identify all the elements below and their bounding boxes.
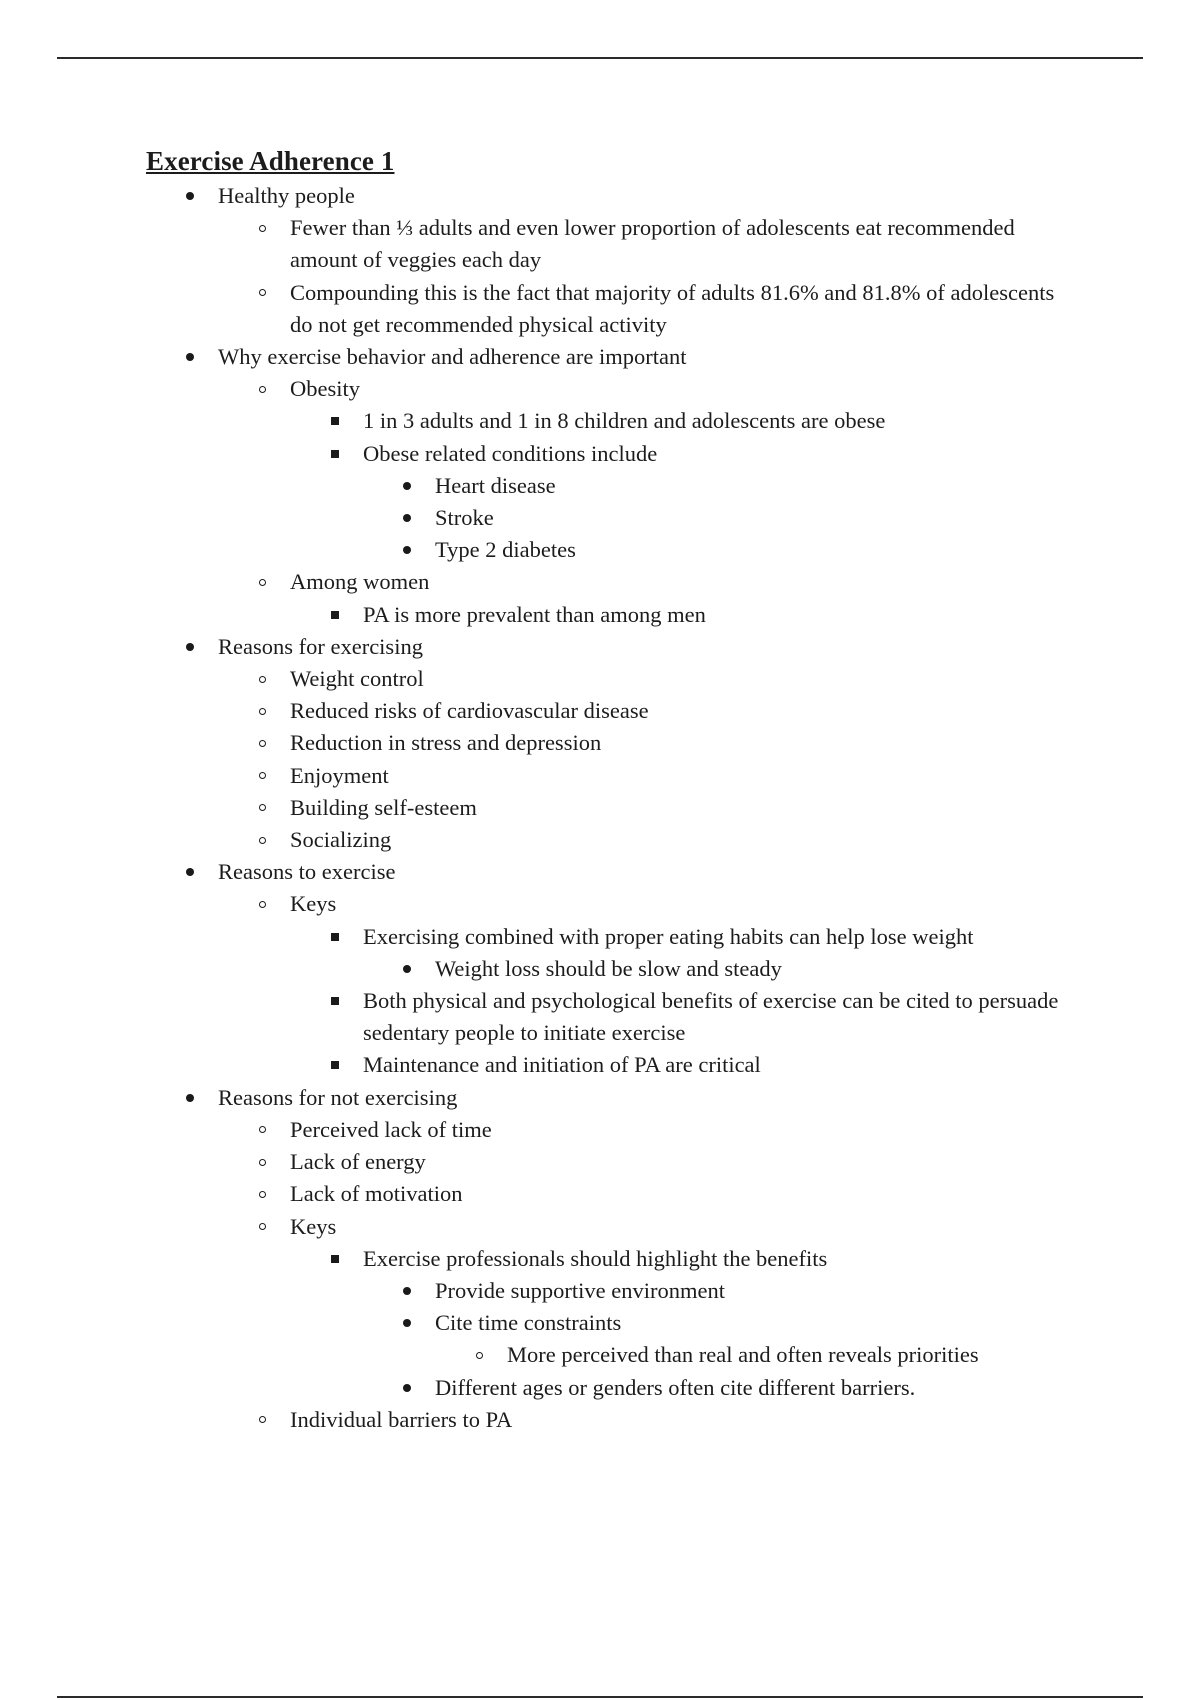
outline-item-text: Enjoyment [290, 762, 389, 788]
filled-circle-bullet-icon [180, 856, 200, 888]
outline-item [0, 438, 1200, 470]
outline-item [0, 373, 1200, 405]
top-rule [57, 57, 1143, 59]
hollow-circle-bullet-icon [252, 373, 272, 405]
filled-circle-bullet-icon [397, 953, 417, 985]
hollow-circle-bullet-icon [252, 824, 272, 856]
hollow-circle-bullet-icon [252, 1404, 272, 1436]
outline-item-text: Reduction in stress and depression [290, 730, 602, 756]
outline-item [0, 1178, 1200, 1210]
outline-item-text: Reasons for exercising [218, 633, 423, 659]
outline-item-text: Type 2 diabetes [435, 537, 576, 563]
outline-item-text: Different ages or genders often cite different barriers. [435, 1374, 916, 1400]
hollow-circle-bullet-icon [252, 760, 272, 792]
outline-item-text: Provide supportive environment [435, 1277, 725, 1303]
outline-item-text: Among women [290, 569, 430, 595]
outline-item [0, 534, 1200, 566]
filled-circle-bullet-icon [397, 470, 417, 502]
outline-item [0, 1275, 1200, 1307]
outline-item-text: Fewer than ⅓ adults and even lower proportion of adolescents eat recommended amount of veggies each day [290, 215, 1015, 273]
outline-item-text: Perceived lack of time [290, 1116, 492, 1142]
document-title: Exercise Adherence 1 [146, 146, 395, 176]
filled-circle-bullet-icon [397, 534, 417, 566]
outline-item [0, 1404, 1200, 1436]
hollow-circle-bullet-icon [252, 212, 272, 244]
filled-square-bullet-icon [325, 599, 345, 631]
outline-item [0, 599, 1200, 631]
outline-item [0, 663, 1200, 695]
hollow-circle-bullet-icon [469, 1339, 489, 1371]
outline-item [0, 341, 1200, 373]
outline-item-text: Keys [290, 891, 337, 917]
outline-item-text: Maintenance and initiation of PA are critical [363, 1052, 761, 1078]
filled-square-bullet-icon [325, 438, 345, 470]
outline-item-text: Lack of motivation [290, 1181, 463, 1207]
hollow-circle-bullet-icon [252, 1178, 272, 1210]
hollow-circle-bullet-icon [252, 888, 272, 920]
outline-item [0, 1307, 1200, 1339]
outline-item [0, 180, 1200, 212]
outline-item-text: More perceived than real and often reveals priorities [507, 1342, 979, 1368]
outline-item-text: Heart disease [435, 472, 556, 498]
outline-item-text: Compounding this is the fact that majority of adults 81.6% and 81.8% of adolescents do not get recommended physical activity [290, 279, 1055, 337]
filled-circle-bullet-icon [397, 1372, 417, 1404]
hollow-circle-bullet-icon [252, 727, 272, 759]
outline-item-text: Exercise professionals should highlight the benefits [363, 1245, 828, 1271]
filled-circle-bullet-icon [180, 1082, 200, 1114]
outline-item [0, 695, 1200, 727]
outline-item-text: Weight control [290, 666, 424, 692]
filled-square-bullet-icon [325, 1049, 345, 1081]
filled-square-bullet-icon [325, 1243, 345, 1275]
outline-item [0, 953, 1200, 985]
outline-item [0, 1146, 1200, 1178]
outline-item [0, 1339, 1200, 1371]
outline-item-text: Keys [290, 1213, 337, 1239]
outline-item-text: Reasons for not exercising [218, 1084, 458, 1110]
filled-circle-bullet-icon [180, 341, 200, 373]
outline-item-text: Reduced risks of cardiovascular disease [290, 698, 649, 724]
hollow-circle-bullet-icon [252, 1211, 272, 1243]
outline-item-text: Weight loss should be slow and steady [435, 955, 782, 981]
outline-item [0, 792, 1200, 824]
outline-item-text: PA is more prevalent than among men [363, 601, 706, 627]
outline-item [0, 631, 1200, 663]
bottom-rule [57, 1696, 1143, 1698]
outline-item-text: Lack of energy [290, 1149, 426, 1175]
outline-item-text: Individual barriers to PA [290, 1406, 513, 1432]
filled-circle-bullet-icon [397, 502, 417, 534]
outline-item [0, 212, 1200, 276]
outline-item-text: Why exercise behavior and adherence are important [218, 344, 687, 370]
outline-item [0, 277, 1200, 341]
outline-item [0, 985, 1200, 1049]
hollow-circle-bullet-icon [252, 1114, 272, 1146]
hollow-circle-bullet-icon [252, 792, 272, 824]
hollow-circle-bullet-icon [252, 566, 272, 598]
outline-item [0, 760, 1200, 792]
outline-item-text: Obesity [290, 376, 360, 402]
outline-item-text: Both physical and psychological benefits of exercise can be cited to persuade sedentary people to initiate exercise [363, 988, 1059, 1046]
outline-item-text: Obese related conditions include [363, 440, 658, 466]
outline-item [0, 727, 1200, 759]
outline-item [0, 921, 1200, 953]
outline-item-text: Cite time constraints [435, 1310, 622, 1336]
outline-item-text: Building self-esteem [290, 794, 477, 820]
outline-item [0, 1372, 1200, 1404]
outline-item [0, 888, 1200, 920]
filled-circle-bullet-icon [180, 180, 200, 212]
outline-item [0, 405, 1200, 437]
outline-item-text: Stroke [435, 505, 494, 531]
filled-circle-bullet-icon [397, 1307, 417, 1339]
hollow-circle-bullet-icon [252, 277, 272, 309]
outline-item-text: Reasons to exercise [218, 859, 396, 885]
outline-item-text: Socializing [290, 827, 392, 853]
hollow-circle-bullet-icon [252, 663, 272, 695]
filled-square-bullet-icon [325, 405, 345, 437]
outline-item [0, 856, 1200, 888]
outline-item [0, 1211, 1200, 1243]
outline-item-text: Exercising combined with proper eating habits can help lose weight [363, 923, 974, 949]
hollow-circle-bullet-icon [252, 1146, 272, 1178]
outline-item [0, 1243, 1200, 1275]
filled-circle-bullet-icon [397, 1275, 417, 1307]
outline-item [0, 1049, 1200, 1081]
outline-item [0, 1114, 1200, 1146]
outline-item-text: 1 in 3 adults and 1 in 8 children and adolescents are obese [363, 408, 886, 434]
outline-item-text: Healthy people [218, 183, 355, 208]
outline-item [0, 470, 1200, 502]
outline-item [0, 502, 1200, 534]
outline-item [0, 824, 1200, 856]
hollow-circle-bullet-icon [252, 695, 272, 727]
filled-square-bullet-icon [325, 921, 345, 953]
outline-item [0, 1082, 1200, 1114]
filled-circle-bullet-icon [180, 631, 200, 663]
filled-square-bullet-icon [325, 985, 345, 1017]
outline-list [0, 180, 1200, 1436]
outline-item [0, 566, 1200, 598]
